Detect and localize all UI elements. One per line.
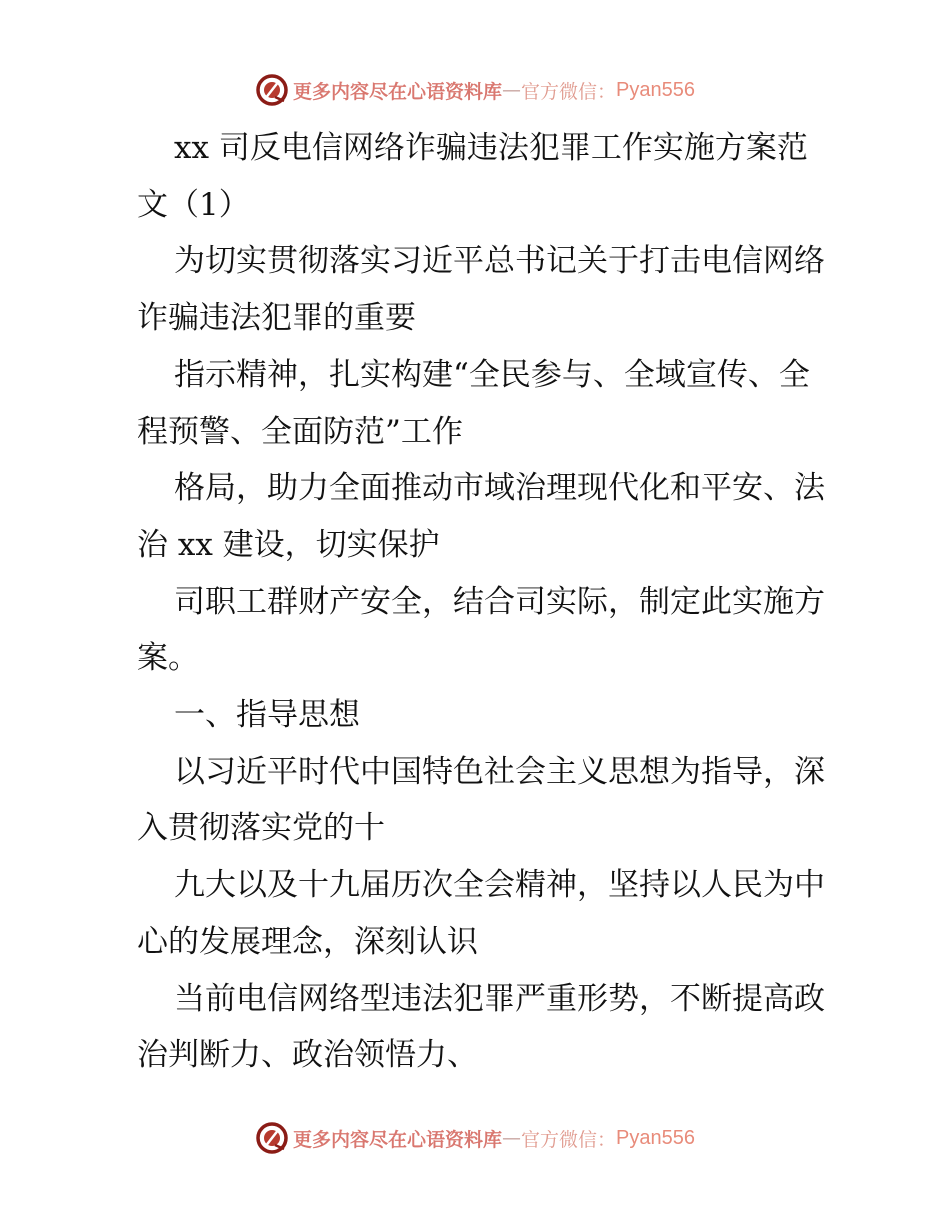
circle-logo-icon bbox=[255, 1121, 289, 1155]
circle-logo-icon bbox=[255, 73, 289, 107]
paragraph bbox=[100, 574, 852, 687]
paragraph-line: 治判断力、政治领悟力、 bbox=[137, 1037, 478, 1074]
section-heading-text: 一、指导思想 bbox=[174, 697, 360, 734]
paragraph-line: 指示精神，扎实构建“全民参与、全域宣传、全 bbox=[174, 356, 810, 393]
paragraph bbox=[100, 744, 852, 857]
banner-wechat-label: 官方微信： bbox=[521, 80, 617, 103]
footer-banner bbox=[0, 1116, 950, 1160]
paragraph-line: 以习近平时代中国特色社会主义思想为指导，深 bbox=[174, 753, 825, 790]
paragraph-line: 心的发展理念，深刻认识 bbox=[137, 923, 478, 960]
banner-site-text: 更多内容尽在心语资料库 bbox=[293, 80, 503, 103]
banner-site-text: 更多内容尽在心语资料库 bbox=[293, 1128, 503, 1151]
paragraph-line: 程预警、全面防范”工作 bbox=[137, 413, 463, 450]
paragraph bbox=[100, 233, 852, 346]
document-body bbox=[100, 120, 852, 1084]
paragraph-line: 入贯彻落实党的十 bbox=[137, 810, 385, 847]
document-title bbox=[100, 120, 852, 233]
paragraph bbox=[100, 857, 852, 970]
banner-wechat-label: 官方微信： bbox=[521, 1128, 617, 1151]
paragraph-line: 格局，助力全面推动市域治理现代化和平安、法 bbox=[174, 470, 825, 507]
banner-wechat-id: Pyan556 bbox=[616, 1126, 695, 1149]
paragraph bbox=[100, 460, 852, 573]
section-heading bbox=[100, 687, 852, 744]
title-line: 文（1） bbox=[137, 186, 250, 223]
header-banner bbox=[0, 68, 950, 112]
paragraph-line: 司职工群财产安全，结合司实际，制定此实施方 bbox=[174, 583, 825, 620]
paragraph bbox=[100, 347, 852, 460]
paragraph bbox=[100, 971, 852, 1084]
title-line: xx 司反电信网络诈骗违法犯罪工作实施方案范 bbox=[174, 130, 808, 166]
banner-wechat-id: Pyan556 bbox=[616, 78, 695, 101]
paragraph-line: 治 xx 建设，切实保护 bbox=[137, 526, 440, 563]
paragraph-line: 诈骗违法犯罪的重要 bbox=[137, 300, 416, 337]
paragraph-line: 九大以及十九届历次全会精神，坚持以人民为中 bbox=[174, 867, 825, 904]
banner-separator: — bbox=[502, 79, 522, 101]
paragraph-line: 当前电信网络型违法犯罪严重形势，不断提高政 bbox=[174, 980, 825, 1017]
paragraph-line: 案。 bbox=[137, 640, 199, 677]
banner-separator: — bbox=[502, 1127, 522, 1149]
paragraph-line: 为切实贯彻落实习近平总书记关于打击电信网络 bbox=[174, 243, 825, 280]
